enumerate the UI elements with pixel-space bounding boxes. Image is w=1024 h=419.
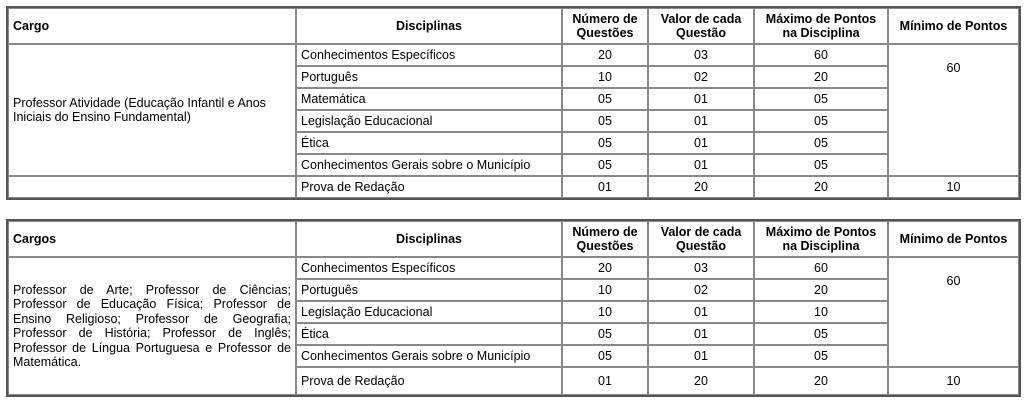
disciplina-cell: Prova de Redação (296, 367, 562, 395)
disciplina-cell: Legislação Educacional (296, 301, 562, 323)
maximo-cell: 20 (754, 367, 888, 395)
valor-cell: 01 (648, 132, 754, 154)
empty-cargo-cell (8, 176, 296, 198)
disciplina-cell: Conhecimentos Gerais sobre o Município (296, 345, 562, 367)
disciplina-cell: Ética (296, 323, 562, 345)
cargo-cell: Professor de Arte; Professor de Ciências; Professor de Educação Física; Professor de Ensino Religioso; Professor de Geografia; Professor de História; Professor de Inglês; Professor de Língua Portuguesa e Professor de Matemática. (8, 257, 296, 395)
maximo-cell: 05 (754, 345, 888, 367)
valor-cell: 20 (648, 367, 754, 395)
table-row-redacao (8, 176, 1019, 198)
maximo-cell: 05 (754, 323, 888, 345)
header-cargo: Cargo (8, 8, 296, 44)
questoes-cell: 10 (562, 279, 648, 301)
questoes-cell: 20 (562, 44, 648, 66)
maximo-cell: 05 (754, 110, 888, 132)
header-disciplinas: Disciplinas (296, 8, 562, 44)
score-table-professor-atividade (6, 6, 1021, 200)
valor-cell: 02 (648, 66, 754, 88)
valor-cell: 01 (648, 110, 754, 132)
header-valor-questao: Valor de cada Questão (648, 221, 754, 257)
header-cargos: Cargos (8, 221, 296, 257)
questoes-cell: 05 (562, 110, 648, 132)
questoes-cell: 20 (562, 257, 648, 279)
header-minimo-pontos: Mínimo de Pontos (888, 221, 1019, 257)
header-disciplinas: Disciplinas (296, 221, 562, 257)
maximo-cell: 05 (754, 132, 888, 154)
header-numero-questoes: Número de Questões (562, 8, 648, 44)
disciplina-cell: Português (296, 279, 562, 301)
questoes-cell: 05 (562, 345, 648, 367)
maximo-cell: 05 (754, 154, 888, 176)
maximo-cell: 20 (754, 66, 888, 88)
table-row (8, 44, 1019, 66)
questoes-cell: 05 (562, 154, 648, 176)
questoes-cell: 05 (562, 132, 648, 154)
maximo-cell: 05 (754, 88, 888, 110)
questoes-cell: 05 (562, 323, 648, 345)
maximo-cell: 60 (754, 44, 888, 66)
valor-cell: 03 (648, 257, 754, 279)
valor-cell: 01 (648, 301, 754, 323)
disciplina-cell: Conhecimentos Específicos (296, 257, 562, 279)
header-numero-questoes: Número de Questões (562, 221, 648, 257)
disciplina-cell: Legislação Educacional (296, 110, 562, 132)
questoes-cell: 05 (562, 88, 648, 110)
disciplina-cell: Conhecimentos Específicos (296, 44, 562, 66)
valor-cell: 01 (648, 154, 754, 176)
questoes-cell: 01 (562, 176, 648, 198)
valor-cell: 01 (648, 345, 754, 367)
maximo-cell: 20 (754, 176, 888, 198)
header-valor-questao: Valor de cada Questão (648, 8, 754, 44)
questoes-cell: 01 (562, 367, 648, 395)
header-minimo-pontos: Mínimo de Pontos (888, 8, 1019, 44)
minimo-group-cell: 60 (888, 44, 1019, 176)
header-maximo-pontos: Máximo de Pontos na Disciplina (754, 8, 888, 44)
minimo-redacao-cell: 10 (888, 176, 1019, 198)
table-header-row (8, 8, 1019, 44)
maximo-cell: 10 (754, 301, 888, 323)
cargo-cell: Professor Atividade (Educação Infantil e Anos Iniciais do Ensino Fundamental) (8, 44, 296, 176)
questoes-cell: 10 (562, 66, 648, 88)
valor-cell: 01 (648, 323, 754, 345)
disciplina-cell: Conhecimentos Gerais sobre o Município (296, 154, 562, 176)
header-maximo-pontos: Máximo de Pontos na Disciplina (754, 221, 888, 257)
table-header-row (8, 221, 1019, 257)
score-table-professores-especialistas (6, 219, 1021, 397)
disciplina-cell: Matemática (296, 88, 562, 110)
disciplina-cell: Prova de Redação (296, 176, 562, 198)
maximo-cell: 60 (754, 257, 888, 279)
valor-cell: 03 (648, 44, 754, 66)
questoes-cell: 10 (562, 301, 648, 323)
maximo-cell: 20 (754, 279, 888, 301)
valor-cell: 20 (648, 176, 754, 198)
minimo-redacao-cell: 10 (888, 367, 1019, 395)
valor-cell: 02 (648, 279, 754, 301)
valor-cell: 01 (648, 88, 754, 110)
disciplina-cell: Ética (296, 132, 562, 154)
disciplina-cell: Português (296, 66, 562, 88)
table-row (8, 257, 1019, 279)
minimo-group-cell: 60 (888, 257, 1019, 367)
